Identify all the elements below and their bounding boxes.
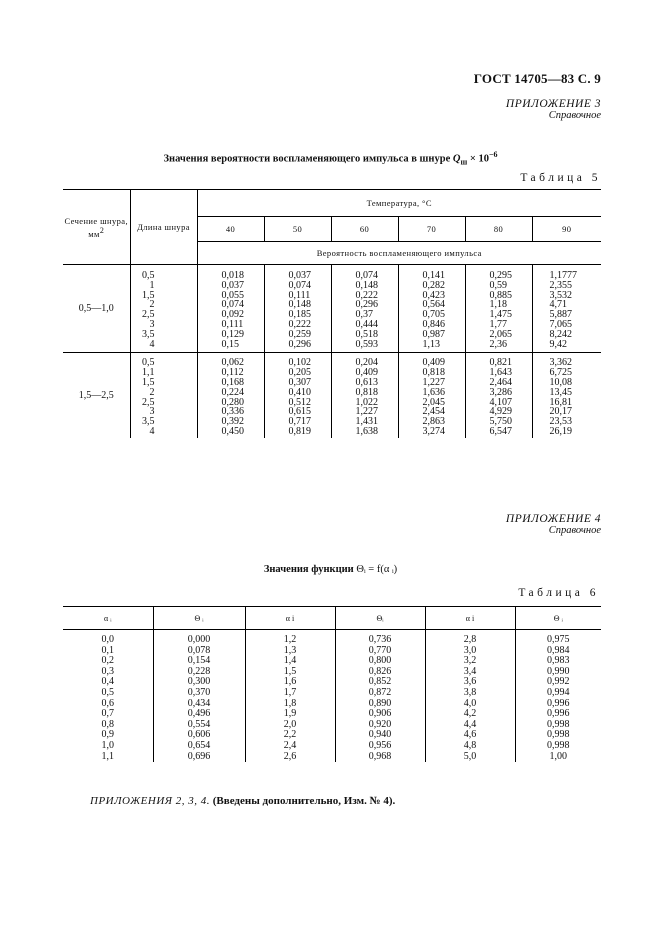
cell: 0,037	[221, 279, 244, 291]
cell: 0,037	[288, 270, 311, 281]
cell: 0,940	[368, 729, 392, 741]
header-alpha-1: α ᵢ	[63, 607, 153, 630]
cell: 0,593	[355, 338, 378, 350]
cell: 2,8	[463, 634, 477, 645]
cell: 2,045	[422, 396, 445, 408]
cell: 0,819	[288, 425, 311, 437]
header-section-exp: 2	[99, 225, 105, 235]
header-theta-3: Θ ᵢ	[515, 607, 601, 630]
cell: 2,36	[489, 338, 507, 350]
cell: 0,996	[547, 697, 570, 709]
cell: 1,022	[355, 396, 378, 408]
cell: 1,475	[489, 309, 512, 321]
cell: 0,736	[368, 634, 392, 645]
cell: 0,000	[187, 634, 211, 645]
cell: 13,45	[549, 386, 572, 398]
cell: 0,296	[288, 338, 311, 350]
header-probability: Вероятность воспламеняющего импульса	[197, 242, 601, 265]
cell: 0,055	[221, 289, 244, 301]
cell: 3,532	[549, 289, 572, 301]
cell: 4	[149, 338, 155, 350]
cell: 0,984	[547, 644, 570, 656]
table-5-caption-sub: ш	[460, 157, 468, 167]
cell: 0,6	[101, 697, 114, 709]
cell: 4,4	[463, 718, 477, 730]
cell: 1,1777	[549, 270, 577, 281]
cell: 0,826	[368, 665, 392, 677]
cell: 0,4	[101, 676, 114, 688]
cell: 0,0	[101, 634, 114, 645]
cell: 3,8	[463, 686, 477, 698]
cell: 7,065	[549, 318, 572, 330]
group-2-temp-60	[331, 353, 398, 438]
cell: 0,222	[355, 289, 378, 301]
cell: 0,8	[101, 718, 114, 730]
header-temp-50: 50	[264, 217, 331, 242]
cell: 4,107	[489, 396, 512, 408]
cell: 16,81	[549, 396, 572, 408]
cell: 0,450	[221, 425, 244, 437]
group-2-lengths	[130, 353, 197, 438]
cell: 0,148	[288, 299, 311, 311]
group-2-temp-90	[532, 353, 601, 438]
alpha-column-3	[425, 630, 515, 763]
cell: 3,5	[142, 416, 155, 428]
header-section	[63, 190, 130, 265]
cell: 2,2	[283, 729, 297, 741]
cell: 0,994	[547, 686, 570, 698]
cell: 1,6	[283, 676, 297, 688]
table-5-caption-text: Значения вероятности воспламеняющего импульса в шнуре	[163, 153, 453, 165]
appendix-4-subtitle: Справочное	[548, 525, 601, 536]
cell: 4,6	[463, 729, 477, 741]
cell: 6,547	[489, 425, 512, 437]
cell: 0,968	[368, 750, 392, 762]
cell: 0,5	[142, 357, 155, 369]
cell: 0,705	[422, 309, 445, 321]
cell: 0,336	[221, 406, 244, 418]
cell: 3,6	[463, 676, 477, 688]
cell: 2,863	[422, 416, 445, 428]
cell: 0,228	[187, 665, 211, 677]
cell: 0,300	[187, 676, 211, 688]
cell: 0,409	[355, 367, 378, 379]
cell: 0,078	[187, 644, 211, 656]
table-5-caption-symbol: Q	[452, 153, 461, 165]
cell: 1,636	[422, 386, 445, 398]
cell: 0,992	[547, 676, 570, 688]
group-1-lengths	[130, 265, 197, 353]
cell: 4,2	[463, 708, 477, 720]
theta-column-3	[515, 630, 601, 763]
cell: 0,222	[288, 318, 311, 330]
cell: 5,0	[463, 750, 477, 762]
cell: 1,2	[283, 634, 297, 645]
cell: 0,5	[142, 270, 155, 281]
cell: 0,2	[101, 655, 114, 667]
cell: 1,638	[355, 425, 378, 437]
cell: 1,227	[355, 406, 378, 418]
header-alpha-3: α i	[425, 607, 515, 630]
cell: 0,606	[187, 729, 211, 741]
cell: 3,2	[463, 655, 477, 667]
cell: 0,996	[547, 708, 570, 720]
table-6-label: Таблица 6	[518, 587, 599, 599]
cell: 0,444	[355, 318, 378, 330]
cell: 4,0	[463, 697, 477, 709]
cell: 2,454	[422, 406, 445, 418]
cell: 23,53	[549, 416, 572, 428]
cell: 6,725	[549, 367, 572, 379]
header-temperature: Температура, °С	[197, 190, 601, 217]
cell: 0,983	[547, 655, 570, 667]
cell: 1,4	[283, 655, 297, 667]
cell: 1,3	[283, 644, 297, 656]
cell: 1,0	[101, 739, 114, 751]
cell: 0,280	[221, 396, 244, 408]
table-5	[63, 189, 601, 438]
amendment-note-bold: (Введены дополнительно, Изм. № 4).	[210, 795, 396, 807]
table-5-caption	[0, 150, 661, 167]
cell: 0,102	[288, 357, 311, 369]
cell: 0,129	[221, 328, 244, 340]
group-1-section: 0,5—1,0	[63, 265, 130, 353]
cell: 2	[149, 299, 155, 311]
table-6-caption-func: Θᵢ = f(α ᵢ)	[356, 564, 398, 575]
cell: 0,800	[368, 655, 392, 667]
cell: 1,77	[489, 318, 507, 330]
group-2-temp-40	[197, 353, 264, 438]
cell: 3	[149, 406, 155, 418]
cell: 0,392	[221, 416, 244, 428]
cell: 5,887	[549, 309, 572, 321]
group-2-temp-70	[398, 353, 465, 438]
cell: 2	[149, 386, 155, 398]
cell: 0,370	[187, 686, 211, 698]
document-header: ГОСТ 14705—83 С. 9	[473, 71, 601, 86]
cell: 0,307	[288, 376, 311, 388]
cell: 0,564	[422, 299, 445, 311]
cell: 1	[149, 279, 155, 291]
cell: 2,0	[283, 718, 297, 730]
cell: 3,286	[489, 386, 512, 398]
appendix-4-heading	[506, 513, 601, 537]
cell: 0,654	[187, 739, 211, 751]
cell: 0,956	[368, 739, 392, 751]
cell: 0,062	[221, 357, 244, 369]
cell: 4,929	[489, 406, 512, 418]
cell: 2,065	[489, 328, 512, 340]
header-temp-60: 60	[331, 217, 398, 242]
cell: 0,092	[221, 309, 244, 321]
cell: 1,431	[355, 416, 378, 428]
cell: 0,906	[368, 708, 392, 720]
cell: 0,890	[368, 697, 392, 709]
cell: 0,512	[288, 396, 311, 408]
cell: 0,975	[547, 634, 570, 645]
appendix-3-heading	[506, 98, 601, 122]
header-temp-90: 90	[532, 217, 601, 242]
cell: 1,8	[283, 697, 297, 709]
cell: 1,1	[101, 750, 114, 762]
cell: 0,696	[187, 750, 211, 762]
header-temp-70: 70	[398, 217, 465, 242]
cell: 0,5	[101, 686, 114, 698]
table-5-caption-mult: × 10	[467, 153, 489, 165]
cell: 26,19	[549, 425, 572, 437]
header-section-text: Сечение шнура, мм	[64, 215, 128, 239]
cell: 0,885	[489, 289, 512, 301]
cell: 0,148	[355, 279, 378, 291]
cell: 0,9	[101, 729, 114, 741]
cell: 0,987	[422, 328, 445, 340]
cell: 2,6	[283, 750, 297, 762]
cell: 4,71	[549, 299, 567, 311]
cell: 0,112	[221, 367, 244, 379]
cell: 0,111	[221, 318, 244, 330]
cell: 1,7	[283, 686, 297, 698]
cell: 0,852	[368, 676, 392, 688]
cell: 0,37	[355, 309, 373, 321]
appendix-4-title: ПРИЛОЖЕНИЕ 4	[505, 513, 601, 525]
cell: 0,204	[355, 357, 378, 369]
header-temp-40: 40	[197, 217, 264, 242]
cell: 0,282	[422, 279, 445, 291]
table-6-caption-text: Значения функции	[263, 564, 357, 575]
cell: 0,259	[288, 328, 311, 340]
cell: 2,4	[283, 739, 297, 751]
cell: 0,434	[187, 697, 211, 709]
cell: 5,750	[489, 416, 512, 428]
amendment-note	[90, 795, 395, 807]
cell: 0,920	[368, 718, 392, 730]
amendment-note-italic: ПРИЛОЖЕНИЯ 2, 3, 4.	[90, 795, 210, 807]
cell: 0,074	[221, 299, 244, 311]
theta-column-1	[153, 630, 245, 763]
appendix-3-subtitle: Справочное	[548, 110, 601, 121]
group-1-temp-60	[331, 265, 398, 353]
cell: 1,5	[142, 376, 155, 388]
cell: 0,615	[288, 406, 311, 418]
cell: 0,185	[288, 309, 311, 321]
cell: 2,5	[142, 309, 155, 321]
group-1-temp-40	[197, 265, 264, 353]
cell: 1,227	[422, 376, 445, 388]
cell: 0,846	[422, 318, 445, 330]
cell: 0,224	[221, 386, 244, 398]
group-1-temp-90	[532, 265, 601, 353]
table-5-caption-exp: −6	[488, 150, 498, 159]
cell: 3,362	[549, 357, 572, 369]
cell: 0,15	[221, 338, 239, 350]
cell: 0,998	[547, 729, 570, 741]
cell: 0,3	[101, 665, 114, 677]
cell: 0,409	[422, 357, 445, 369]
group-2-temp-50	[264, 353, 331, 438]
appendix-3-title: ПРИЛОЖЕНИЕ 3	[505, 98, 601, 110]
cell: 0,613	[355, 376, 378, 388]
cell: 2,5	[142, 396, 155, 408]
cell: 0,821	[489, 357, 512, 369]
cell: 1,18	[489, 299, 507, 311]
cell: 1,00	[549, 750, 567, 762]
cell: 9,42	[549, 338, 567, 350]
header-length: Длина шнура	[130, 190, 197, 265]
header-theta-1: Θ ᵢ	[153, 607, 245, 630]
cell: 0,074	[288, 279, 311, 291]
cell: 3,4	[463, 665, 477, 677]
group-1-temp-70	[398, 265, 465, 353]
cell: 2,464	[489, 376, 512, 388]
cell: 4,8	[463, 739, 477, 751]
cell: 0,1	[101, 644, 114, 656]
table-6-caption	[0, 564, 661, 575]
group-1-temp-80	[465, 265, 532, 353]
cell: 0,518	[355, 328, 378, 340]
cell: 3	[149, 318, 155, 330]
cell: 1,5	[283, 665, 297, 677]
cell: 2,355	[549, 279, 572, 291]
alpha-column-2	[245, 630, 335, 763]
cell: 0,154	[187, 655, 211, 667]
cell: 0,717	[288, 416, 311, 428]
cell: 1,643	[489, 367, 512, 379]
cell: 0,168	[221, 376, 244, 388]
cell: 0,59	[489, 279, 507, 291]
cell: 8,242	[549, 328, 572, 340]
cell: 1,5	[142, 289, 155, 301]
cell: 20,17	[549, 406, 572, 418]
cell: 0,496	[187, 708, 211, 720]
header-alpha-2: α i	[245, 607, 335, 630]
group-1-temp-50	[264, 265, 331, 353]
group-2-temp-80	[465, 353, 532, 438]
cell: 1,9	[283, 708, 297, 720]
cell: 0,295	[489, 270, 512, 281]
cell: 3,0	[463, 644, 477, 656]
header-temp-80: 80	[465, 217, 532, 242]
cell: 0,990	[547, 665, 570, 677]
alpha-column-1	[63, 630, 153, 763]
cell: 3,5	[142, 328, 155, 340]
cell: 1,1	[142, 367, 155, 379]
cell: 0,141	[422, 270, 445, 281]
header-theta-2: Θᵢ	[335, 607, 425, 630]
cell: 0,111	[288, 289, 311, 301]
theta-column-2	[335, 630, 425, 763]
table-6	[63, 606, 601, 762]
cell: 0,770	[368, 644, 392, 656]
cell: 0,423	[422, 289, 445, 301]
cell: 0,205	[288, 367, 311, 379]
cell: 4	[149, 425, 155, 437]
cell: 0,998	[547, 739, 570, 751]
cell: 0,296	[355, 299, 378, 311]
cell: 0,818	[422, 367, 445, 379]
cell: 10,08	[549, 376, 572, 388]
cell: 0,554	[187, 718, 211, 730]
table-5-label: Таблица 5	[520, 172, 601, 184]
cell: 0,872	[368, 686, 392, 698]
cell: 0,018	[221, 270, 244, 281]
group-2-section: 1,5—2,5	[63, 353, 130, 438]
cell: 0,410	[288, 386, 311, 398]
cell: 0,998	[547, 718, 570, 730]
cell: 3,274	[422, 425, 445, 437]
cell: 1,13	[422, 338, 440, 350]
cell: 0,074	[355, 270, 378, 281]
cell: 0,818	[355, 386, 378, 398]
cell: 0,7	[101, 708, 114, 720]
